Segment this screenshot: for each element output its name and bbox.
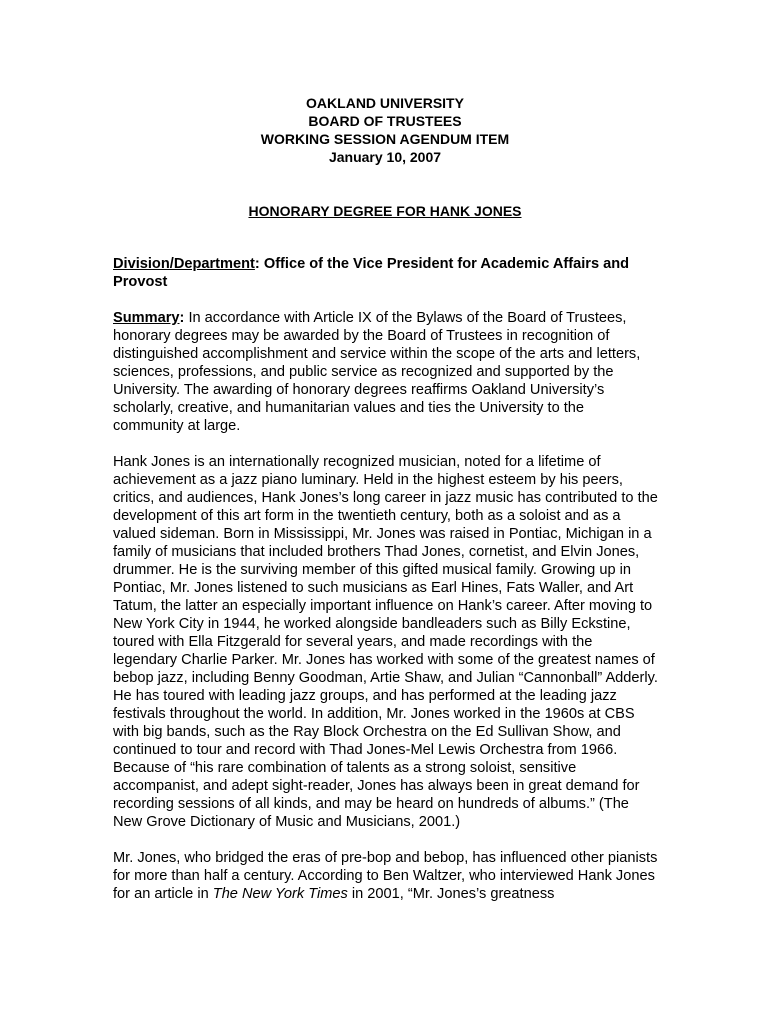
biography-paragraph: Hank Jones is an internationally recognized musician, noted for a lifetime of achievement as a jazz piano luminary. Held in the highest esteem by his peers, critics, and audiences, Hank Jones’s long career in jazz music has contributed to the development of this art form in the twentieth century, both as a soloist and as a valued sideman. Born in Mississippi, Mr. Jones was raised in Pontiac, Michigan in a family of musicians that included brothers Thad Jones, cornetist, and Elvin Jones, drummer. He is the surviving member of this gifted musical family. Growing up in Pontiac, Mr. Jones listened to such musicians as Earl Hines, Fats Waller, and Art Tatum, the latter an especially important influence on Hank’s career. After moving to New York City in 1944, he worked alongside bandleaders such as Billy Eckstine, toured with Ella Fitzgerald for several years, and made recordings with the legendary Charlie Parker. Mr. Jones has worked with some of the greatest names of bebop jazz, including Benny Goodman, Artie Shaw, and Julian “Cannonball” Adderly. He has toured with leading jazz groups, and has performed at the leading jazz festivals throughout the world. In addition, Mr. Jones worked in the 1960s at CBS with big bands, such as the Ray Block Orchestra on the Ed Sullivan Show, and continued to tour and record with Thad Jones-Mel Lewis Orchestra from 1966. Because of “his rare combination of talents as a strong soloist, sensitive accompanist, and adept sight-reader, Jones has always been in great demand for recording sessions of all kinds, and may be heard on hundreds of albums.” (The New Grove Dictionary of Music and Musicians, 2001.) bbox=[113, 454, 658, 830]
division-paragraph bbox=[113, 255, 658, 291]
summary-text: In accordance with Article IX of the Bylaws of the Board of Trustees, honorary degrees may be awarded by the Board of Trustees in recognition of distinguished accomplishment and service within the scope of the arts and letters, sciences, professions, and public service as recognized and supported by the University. The awarding of honorary degrees reaffirms Oakland University’s scholarly, creative, and humanitarian values and ties the University to the community at large. bbox=[113, 310, 641, 434]
header-date: January 10, 2007 bbox=[328, 149, 442, 165]
document-header bbox=[0, 94, 770, 166]
header-university: OAKLAND UNIVERSITY bbox=[306, 95, 464, 111]
influence-paragraph bbox=[113, 849, 658, 903]
summary-paragraph bbox=[113, 309, 658, 435]
newspaper-title: The New York Times bbox=[212, 886, 348, 902]
document-body bbox=[113, 255, 658, 921]
influence-text-before: Mr. Jones, who bridged the eras of pre-bop and bebop, has influenced other pianists for more than half a century. According to Ben Waltzer, who interviewed Hank Jones for an article in bbox=[113, 850, 658, 902]
header-session: WORKING SESSION AGENDUM ITEM bbox=[260, 131, 510, 147]
division-label: Division/Department bbox=[113, 256, 255, 272]
division-separator: : bbox=[254, 256, 264, 272]
summary-label: Summary bbox=[113, 310, 180, 326]
influence-text-after: in 2001, “Mr. Jones’s greatness bbox=[347, 886, 555, 902]
document-title: HONORARY DEGREE FOR HANK JONES bbox=[248, 203, 522, 219]
division-text: Office of the Vice President for Academic Affairs and Provost bbox=[113, 256, 630, 290]
summary-separator: : bbox=[179, 310, 189, 326]
header-board: BOARD OF TRUSTEES bbox=[308, 113, 462, 129]
